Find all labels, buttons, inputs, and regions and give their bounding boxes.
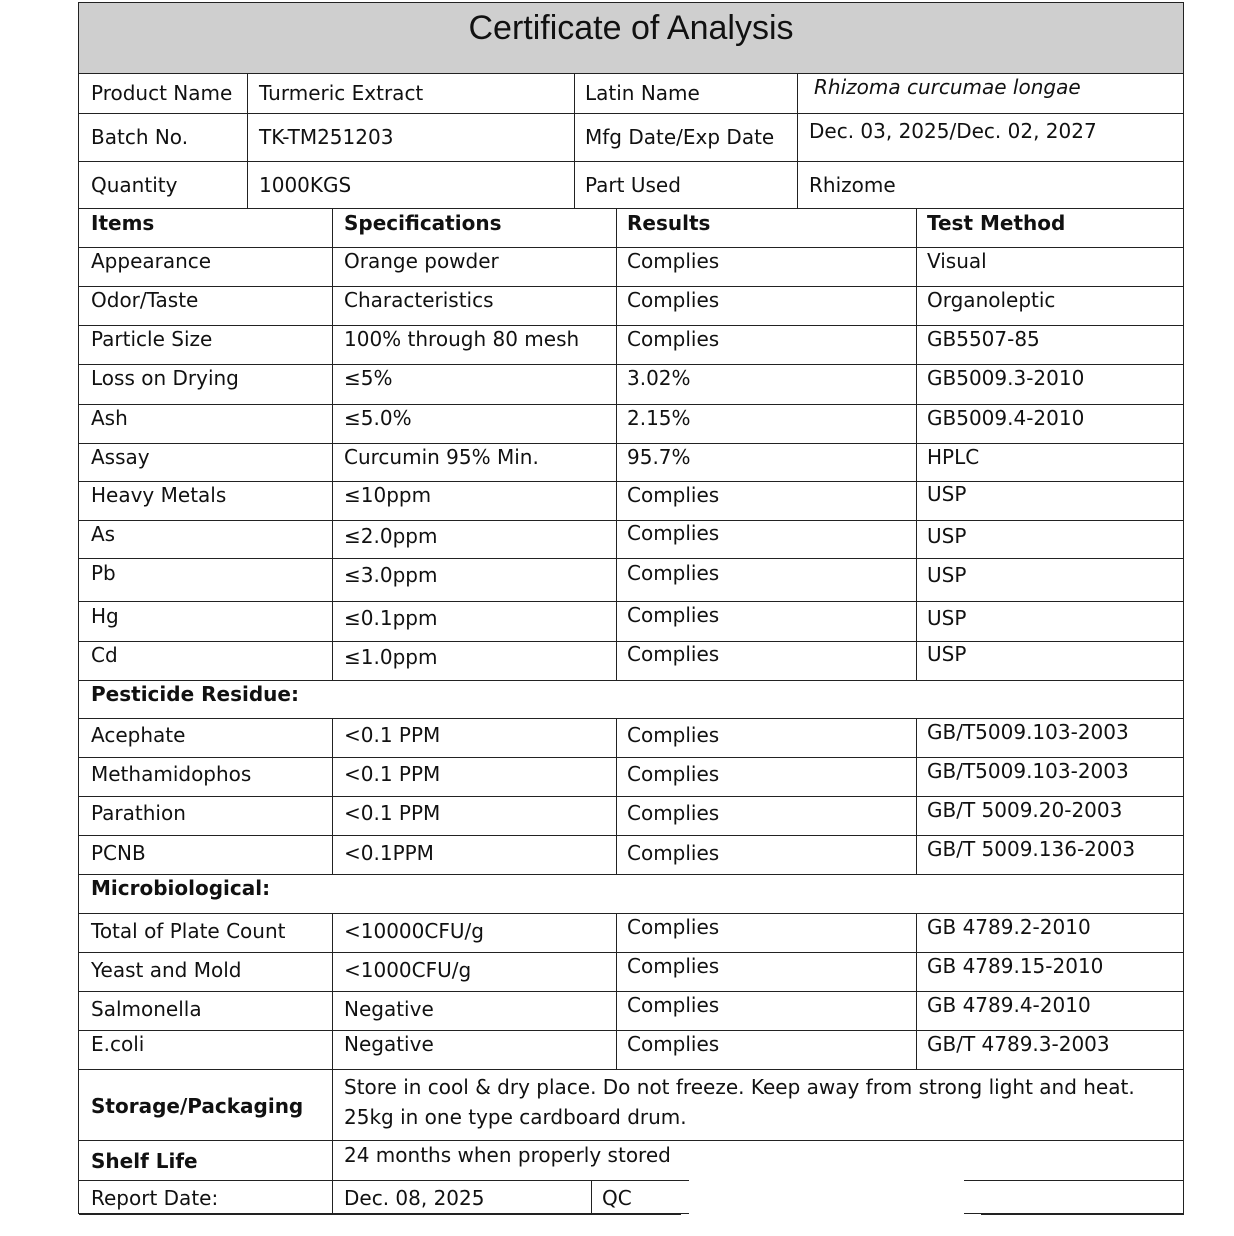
micro-result: Complies bbox=[627, 915, 720, 939]
row-result: Complies bbox=[627, 603, 720, 627]
table-rule bbox=[79, 1140, 1184, 1141]
row-test-method: Visual bbox=[927, 249, 987, 273]
row-specification: ≤5% bbox=[344, 366, 393, 390]
micro-item: Yeast and Mold bbox=[91, 958, 242, 982]
table-rule bbox=[79, 558, 1184, 559]
pesticide-test-method: GB/T5009.103-2003 bbox=[927, 759, 1129, 783]
table-column-rule bbox=[332, 208, 333, 680]
row-test-method: USP bbox=[927, 563, 967, 587]
mfg-exp-value: Dec. 03, 2025/Dec. 02, 2027 bbox=[809, 119, 1097, 143]
micro-test-method: GB 4789.15-2010 bbox=[927, 954, 1104, 978]
pesticide-item: Parathion bbox=[91, 801, 186, 825]
row-item: Heavy Metals bbox=[91, 483, 227, 507]
row-specification: Orange powder bbox=[344, 249, 499, 273]
shelf-life-value: 24 months when properly stored bbox=[344, 1143, 671, 1167]
column-header-items: Items bbox=[91, 211, 155, 235]
table-rule bbox=[79, 247, 1184, 248]
document-title: Certificate of Analysis bbox=[468, 9, 794, 47]
pesticide-item: PCNB bbox=[91, 841, 146, 865]
packaging-description: 25kg in one type cardboard drum. bbox=[344, 1105, 687, 1129]
pesticide-result: Complies bbox=[627, 723, 720, 747]
row-specification: ≤2.0ppm bbox=[344, 524, 438, 548]
table-rule bbox=[79, 913, 1184, 914]
table-rule bbox=[79, 325, 1184, 326]
table-column-rule bbox=[332, 913, 333, 1069]
quantity-label: Quantity bbox=[91, 173, 178, 197]
table-rule bbox=[79, 113, 1184, 114]
table-rule bbox=[79, 991, 1184, 992]
row-test-method: USP bbox=[927, 524, 967, 548]
table-rule bbox=[79, 364, 1184, 365]
micro-specification: Negative bbox=[344, 997, 434, 1021]
part-used-label: Part Used bbox=[585, 173, 681, 197]
table-rule bbox=[79, 796, 1184, 797]
pesticide-specification: <0.1PPM bbox=[344, 841, 434, 865]
row-specification: ≤10ppm bbox=[344, 483, 432, 507]
table-column-rule bbox=[574, 73, 575, 208]
table-column-rule bbox=[332, 718, 333, 874]
pesticide-specification: <0.1 PPM bbox=[344, 723, 441, 747]
batch-no-label: Batch No. bbox=[91, 125, 189, 149]
row-specification: ≤0.1ppm bbox=[344, 606, 438, 630]
table-rule bbox=[79, 874, 1184, 875]
row-specification: Characteristics bbox=[344, 288, 494, 312]
pesticide-residue-heading: Pesticide Residue: bbox=[91, 682, 299, 706]
row-item: Assay bbox=[91, 445, 150, 469]
row-test-method: HPLC bbox=[927, 445, 980, 469]
product-name-value: Turmeric Extract bbox=[259, 81, 424, 105]
shelf-life-label: Shelf Life bbox=[91, 1149, 198, 1173]
table-rule bbox=[79, 481, 1184, 482]
micro-test-method: GB 4789.2-2010 bbox=[927, 915, 1091, 939]
pesticide-specification: <0.1 PPM bbox=[344, 762, 441, 786]
latin-name-label: Latin Name bbox=[585, 81, 700, 105]
table-rule bbox=[79, 443, 1184, 444]
table-column-rule bbox=[916, 913, 917, 1069]
micro-specification: <1000CFU/g bbox=[344, 958, 472, 982]
row-specification: ≤3.0ppm bbox=[344, 563, 438, 587]
row-item: Hg bbox=[91, 604, 119, 628]
row-test-method: USP bbox=[927, 482, 967, 506]
latin-name-value: Rhizoma curcumae longae bbox=[814, 75, 1081, 99]
row-specification: ≤5.0% bbox=[344, 406, 412, 430]
table-rule bbox=[79, 757, 1184, 758]
table-column-rule bbox=[797, 73, 798, 208]
table-column-rule bbox=[591, 1180, 592, 1214]
row-specification: ≤1.0ppm bbox=[344, 645, 438, 669]
micro-result: Complies bbox=[627, 954, 720, 978]
row-item: Cd bbox=[91, 643, 118, 667]
column-header-specifications: Specifications bbox=[344, 211, 502, 235]
part-used-value: Rhizome bbox=[809, 173, 896, 197]
table-rule bbox=[79, 1030, 1184, 1031]
table-column-rule bbox=[916, 718, 917, 874]
row-result: Complies bbox=[627, 483, 720, 507]
row-item: Odor/Taste bbox=[91, 288, 199, 312]
table-rule bbox=[79, 208, 1184, 209]
row-result: Complies bbox=[627, 327, 720, 351]
micro-item: Total of Plate Count bbox=[91, 919, 286, 943]
row-item: Loss on Drying bbox=[91, 366, 239, 390]
micro-specification: Negative bbox=[344, 1032, 434, 1056]
table-column-rule bbox=[616, 913, 617, 1069]
table-column-rule bbox=[916, 208, 917, 680]
row-test-method: USP bbox=[927, 642, 967, 666]
erased-signature-area bbox=[689, 1180, 964, 1214]
row-result: 3.02% bbox=[627, 366, 691, 390]
table-rule bbox=[79, 286, 1184, 287]
micro-item: Salmonella bbox=[91, 997, 202, 1021]
table-rule bbox=[79, 680, 1184, 681]
row-result: Complies bbox=[627, 521, 720, 545]
row-test-method: GB5507-85 bbox=[927, 327, 1040, 351]
micro-item: E.coli bbox=[91, 1032, 145, 1056]
pesticide-result: Complies bbox=[627, 841, 720, 865]
product-name-label: Product Name bbox=[91, 81, 233, 105]
micro-test-method: GB 4789.4-2010 bbox=[927, 993, 1091, 1017]
table-rule bbox=[79, 1180, 1184, 1181]
table-column-rule bbox=[616, 718, 617, 874]
row-test-method: GB5009.4-2010 bbox=[927, 406, 1085, 430]
batch-no-value: TK-TM251203 bbox=[259, 125, 394, 149]
row-item: Ash bbox=[91, 406, 128, 430]
micro-test-method: GB/T 4789.3-2003 bbox=[927, 1032, 1110, 1056]
pesticide-test-method: GB/T 5009.20-2003 bbox=[927, 798, 1123, 822]
mfg-exp-label: Mfg Date/Exp Date bbox=[585, 125, 775, 149]
row-specification: Curcumin 95% Min. bbox=[344, 445, 539, 469]
table-column-rule bbox=[247, 73, 248, 208]
table-rule bbox=[79, 1069, 1184, 1070]
erased-signature-area bbox=[689, 1141, 951, 1179]
quantity-value: 1000KGS bbox=[259, 173, 352, 197]
row-test-method: Organoleptic bbox=[927, 288, 1056, 312]
pesticide-test-method: GB/T5009.103-2003 bbox=[927, 720, 1129, 744]
row-result: 95.7% bbox=[627, 445, 691, 469]
micro-result: Complies bbox=[627, 1032, 720, 1056]
table-rule bbox=[79, 161, 1184, 162]
row-test-method: USP bbox=[927, 606, 967, 630]
table-rule bbox=[79, 718, 1184, 719]
pesticide-result: Complies bbox=[627, 801, 720, 825]
table-rule bbox=[79, 835, 1184, 836]
micro-specification: <10000CFU/g bbox=[344, 919, 484, 943]
table-rule bbox=[79, 1214, 1184, 1215]
row-item: As bbox=[91, 522, 116, 546]
table-rule bbox=[79, 601, 1184, 602]
row-result: Complies bbox=[627, 249, 720, 273]
row-item: Pb bbox=[91, 561, 116, 585]
erased-signature-area bbox=[681, 1214, 981, 1226]
pesticide-item: Acephate bbox=[91, 723, 186, 747]
column-header-results: Results bbox=[627, 211, 711, 235]
report-date-value: Dec. 08, 2025 bbox=[344, 1186, 485, 1210]
row-item: Appearance bbox=[91, 249, 212, 273]
row-test-method: GB5009.3-2010 bbox=[927, 366, 1085, 390]
pesticide-test-method: GB/T 5009.136-2003 bbox=[927, 837, 1136, 861]
table-column-rule bbox=[332, 1069, 333, 1214]
row-result: Complies bbox=[627, 288, 720, 312]
row-result: Complies bbox=[627, 642, 720, 666]
row-result: 2.15% bbox=[627, 406, 691, 430]
storage-packaging-label: Storage/Packaging bbox=[91, 1094, 304, 1118]
certificate-document bbox=[78, 2, 1184, 1214]
row-specification: 100% through 80 mesh bbox=[344, 327, 580, 351]
report-date-label: Report Date: bbox=[91, 1186, 219, 1210]
table-rule bbox=[79, 404, 1184, 405]
pesticide-specification: <0.1 PPM bbox=[344, 801, 441, 825]
row-result: Complies bbox=[627, 561, 720, 585]
micro-result: Complies bbox=[627, 993, 720, 1017]
table-column-rule bbox=[616, 208, 617, 680]
column-header-test-method: Test Method bbox=[927, 211, 1066, 235]
table-rule bbox=[79, 952, 1184, 953]
microbiological-heading: Microbiological: bbox=[91, 876, 271, 900]
row-item: Particle Size bbox=[91, 327, 213, 351]
pesticide-item: Methamidophos bbox=[91, 762, 252, 786]
qc-label: QC bbox=[602, 1186, 632, 1210]
title-bar bbox=[79, 3, 1183, 74]
storage-instructions: Store in cool & dry place. Do not freeze. Keep away from strong light and heat. bbox=[344, 1075, 1135, 1099]
pesticide-result: Complies bbox=[627, 762, 720, 786]
